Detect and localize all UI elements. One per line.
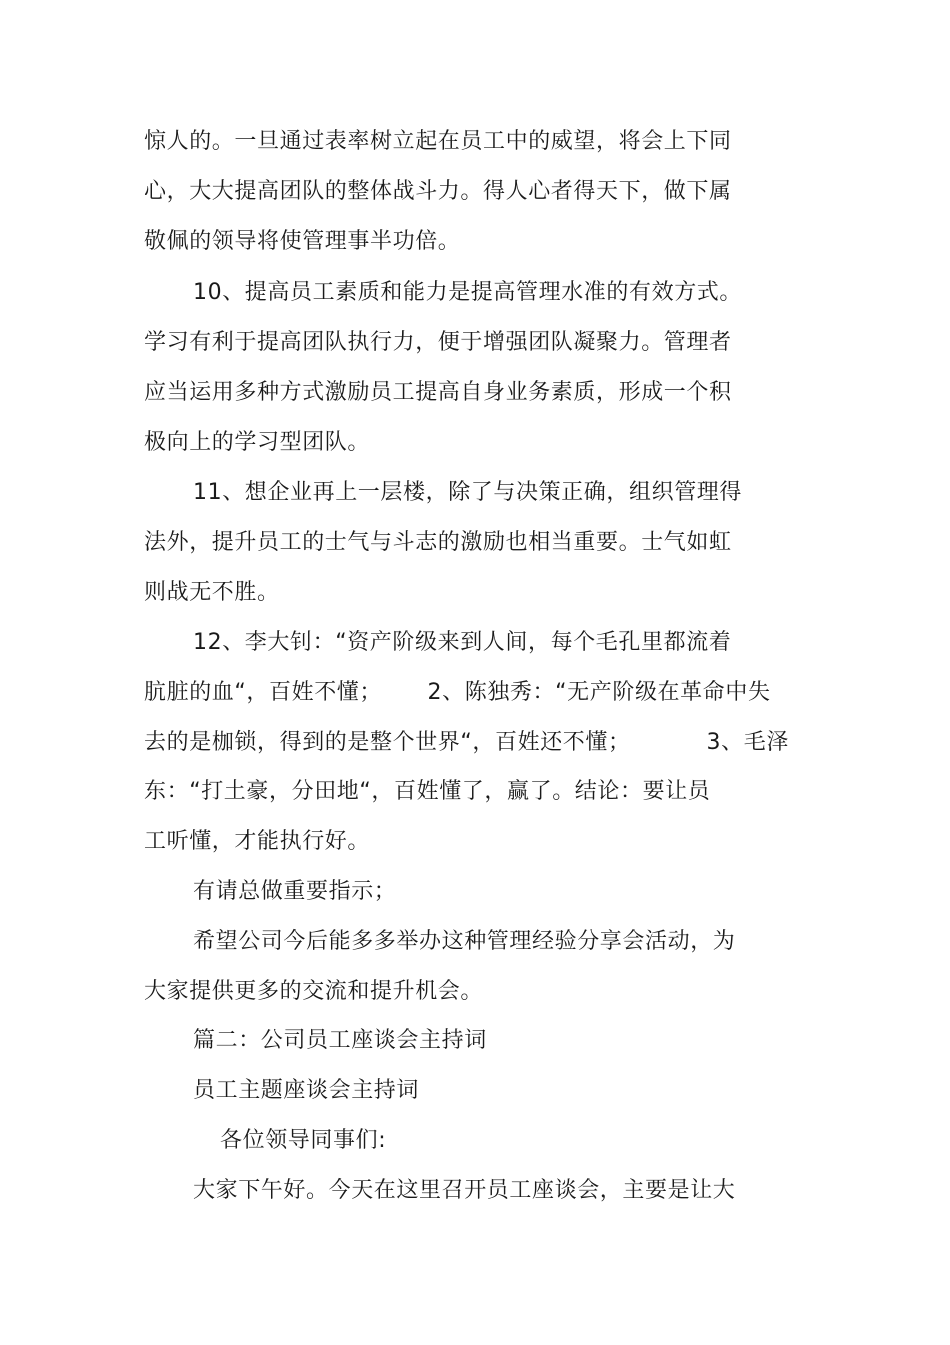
text-line: 则战无不胜。 bbox=[144, 580, 280, 605]
text-line: 大家提供更多的交流和提升机会。 bbox=[144, 979, 484, 1004]
text-line: 应当运用多种方式激励员工提高自身业务素质，形成一个积 bbox=[144, 380, 732, 405]
text-line: 学习有利于提高团队执行力，便于增强团队凝聚力。管理者 bbox=[144, 330, 732, 355]
text-line: 有请总做重要指示； bbox=[193, 879, 397, 904]
text-line: 12、李大钊：“资产阶级来到人间，每个毛孔里都流着 bbox=[193, 630, 732, 655]
text-line: 东：“打土豪，分田地“，百姓懂了，赢了。结论：要让员 bbox=[144, 779, 711, 804]
text-line: 心，大大提高团队的整体战斗力。得人心者得天下，做下属 bbox=[144, 179, 732, 204]
text-line: 去的是枷锁，得到的是整个世界“，百姓还不懂； 3、毛泽 bbox=[144, 730, 789, 755]
text-line: 敬佩的领导将使管理事半功倍。 bbox=[144, 229, 461, 254]
section-subheading: 员工主题座谈会主持词 bbox=[193, 1078, 420, 1103]
section-heading: 篇二：公司员工座谈会主持词 bbox=[193, 1028, 487, 1053]
text-line: 极向上的学习型团队。 bbox=[144, 430, 371, 455]
text-line: 希望公司今后能多多举办这种管理经验分享会活动，为 bbox=[193, 929, 736, 954]
text-line: 11、想企业再上一层楼，除了与决策正确，组织管理得 bbox=[193, 480, 742, 505]
salutation: 各位领导同事们: bbox=[220, 1128, 387, 1153]
text-line: 10、提高员工素质和能力是提高管理水准的有效方式。 bbox=[193, 280, 742, 305]
text-line: 法外，提升员工的士气与斗志的激励也相当重要。士气如虹 bbox=[144, 530, 732, 555]
text-line: 工听懂，才能执行好。 bbox=[144, 829, 371, 854]
text-line: 大家下午好。今天在这里召开员工座谈会，主要是让大 bbox=[193, 1178, 736, 1203]
text-line: 肮脏的血“，百姓不懂； 2、陈独秀：“无产阶级在革命中失 bbox=[144, 680, 771, 705]
text-line: 惊人的。一旦通过表率树立起在员工中的威望，将会上下同 bbox=[144, 129, 732, 154]
